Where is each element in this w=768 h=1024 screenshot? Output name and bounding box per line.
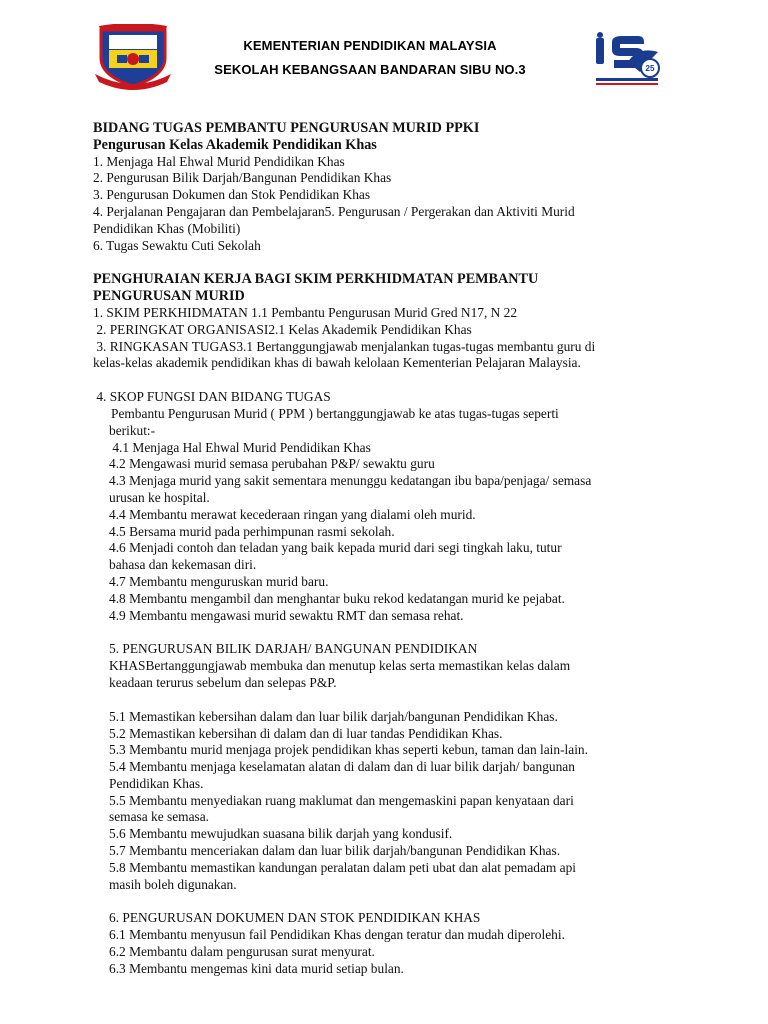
list-item: 5.7 Membantu menceriakan dalam dan luar bilik darjah/bangunan Pendidikan Khas. [109, 843, 561, 859]
section2-title-cont: PENGURUSAN MURID [93, 288, 245, 305]
list-item: urusan ke hospital. [109, 489, 210, 505]
list-item: 5.1 Memastikan kebersihan dalam dan luar bilik darjah/bangunan Pendidikan Khas. [109, 708, 558, 724]
list-item: 6.1 Membantu menyusun fail Pendidikan Khas dengan teratur dan mudah diperolehi. [109, 927, 565, 943]
section5-title-cont: keadaan terurus sebelum dan selepas P&P. [109, 674, 337, 690]
section5-title: 5. PENGURUSAN BILIK DARJAH/ BANGUNAN PENDIDIKAN [109, 641, 478, 657]
list-item: 4.6 Menjadi contoh dan teladan yang baik kepada murid dari segi tingkah laku, tutur [109, 540, 562, 556]
list-item: 6.3 Membantu mengemas kini data murid setiap bulan. [109, 960, 404, 976]
list-item: 6.2 Membantu dalam pengurusan surat menyurat. [109, 944, 375, 960]
list-item: 3. Pengurusan Dokumen dan Stok Pendidikan Khas [93, 187, 371, 203]
list-item: 4.4 Membantu merawat kecederaan ringan yang dialami oleh murid. [109, 506, 476, 522]
list-item: 5.4 Membantu menjaga keselamatan alatan di dalam dan di luar bilik darjah/ bangunan [109, 759, 575, 775]
section1-title: BIDANG TUGAS PEMBANTU PENGURUSAN MURID PPKI [93, 120, 480, 136]
list-item: 4.2 Mengawasi murid semasa perubahan P&P/ sewaktu guru [109, 456, 435, 472]
section6-title: 6. PENGURUSAN DOKUMEN DAN STOK PENDIDIKAN KHAS [109, 910, 481, 926]
list-item: 4.9 Membantu mengawasi murid sewaktu RMT dan semasa rehat. [109, 607, 464, 623]
list-item: Pendidikan Khas. [109, 775, 204, 791]
list-item: 5.3 Membantu murid menjaga projek pendidikan khas seperti kebun, taman dan lain-lain. [109, 742, 588, 758]
list-item: 4.7 Membantu menguruskan murid baru. [109, 573, 329, 589]
list-item: 4.8 Membantu mengambil dan menghantar buku rekod kedatangan murid ke pejabat. [109, 590, 565, 606]
section1-subtitle: Pengurusan Kelas Akademik Pendidikan Khas [93, 136, 377, 153]
school-crest-logo [95, 24, 171, 90]
document-body [93, 120, 693, 978]
list-item: Pendidikan Khas (Mobiliti) [93, 220, 241, 236]
list-item: 4.3 Menjaga murid yang sakit sementara menunggu kedatangan ibu bapa/penjaga/ semasa [109, 473, 592, 489]
list-item: 3. RINGKASAN TUGAS3.1 Bertanggungjawab menjalankan tugas-tugas membantu guru di [93, 338, 596, 354]
list-item: 5.8 Membantu memastikan kandungan peralatan dalam peti ubat dan alat pemadam api [109, 859, 577, 875]
list-item: 6. Tugas Sewaktu Cuti Sekolah [93, 237, 261, 253]
section4-intro-cont: berikut:- [109, 422, 156, 438]
list-item: 5.2 Memastikan kebersihan di dalam dan di luar tandas Pendidikan Khas. [109, 725, 503, 741]
list-item: 4. Perjalanan Pengajaran dan Pembelajaran5. Pengurusan / Pergerakan dan Aktiviti Murid [93, 203, 575, 219]
section5-title-cont: KHASBertanggungjawab membuka dan menutup kelas serta memastikan kelas dalam [109, 658, 571, 674]
list-item: 5.6 Membantu mewujudkan suasana bilik darjah yang kondusif. [109, 826, 453, 842]
svg-text:25: 25 [645, 64, 655, 73]
list-item: kelas-kelas akademik pendidikan khas di bawah kelolaan Kementerian Pelajaran Malaysia. [93, 355, 581, 371]
list-item: 1. SKIM PERKHIDMATAN 1.1 Pembantu Pengurusan Murid Gred N17, N 22 [93, 304, 518, 320]
list-item: 4.5 Bersama murid pada perhimpunan rasmi sekolah. [109, 523, 395, 539]
school-title: SEKOLAH KEBANGSAAN BANDARAN SIBU NO.3 [214, 62, 526, 77]
list-item: bahasa dan kekemasan diri. [109, 557, 257, 573]
section2-title: PENGHURAIAN KERJA BAGI SKIM PERKHIDMATAN PEMBANTU [93, 271, 539, 288]
ministry-title: KEMENTERIAN PENDIDIKAN MALAYSIA [243, 38, 497, 53]
list-item: 5.5 Membantu menyediakan ruang maklumat dan mengemaskini papan kenyataan dari [109, 792, 574, 808]
list-item: 1. Menjaga Hal Ehwal Murid Pendidikan Khas [93, 153, 345, 169]
list-item: masih boleh digunakan. [109, 876, 237, 892]
list-item: 2. PERINGKAT ORGANISASI2.1 Kelas Akademik Pendidikan Khas [93, 321, 472, 337]
list-item: semasa ke semasa. [109, 809, 210, 825]
list-item: 4.1 Menjaga Hal Ehwal Murid Pendidikan Khas [109, 439, 371, 455]
ipgm-25-logo [592, 32, 662, 90]
document-header [0, 0, 768, 110]
list-item: 2. Pengurusan Bilik Darjah/Bangunan Pendidikan Khas [93, 170, 392, 186]
section4-intro: Pembantu Pengurusan Murid ( PPM ) bertanggungjawab ke atas tugas-tugas seperti [111, 405, 559, 421]
section4-title: 4. SKOP FUNGSI DAN BIDANG TUGAS [93, 389, 331, 405]
